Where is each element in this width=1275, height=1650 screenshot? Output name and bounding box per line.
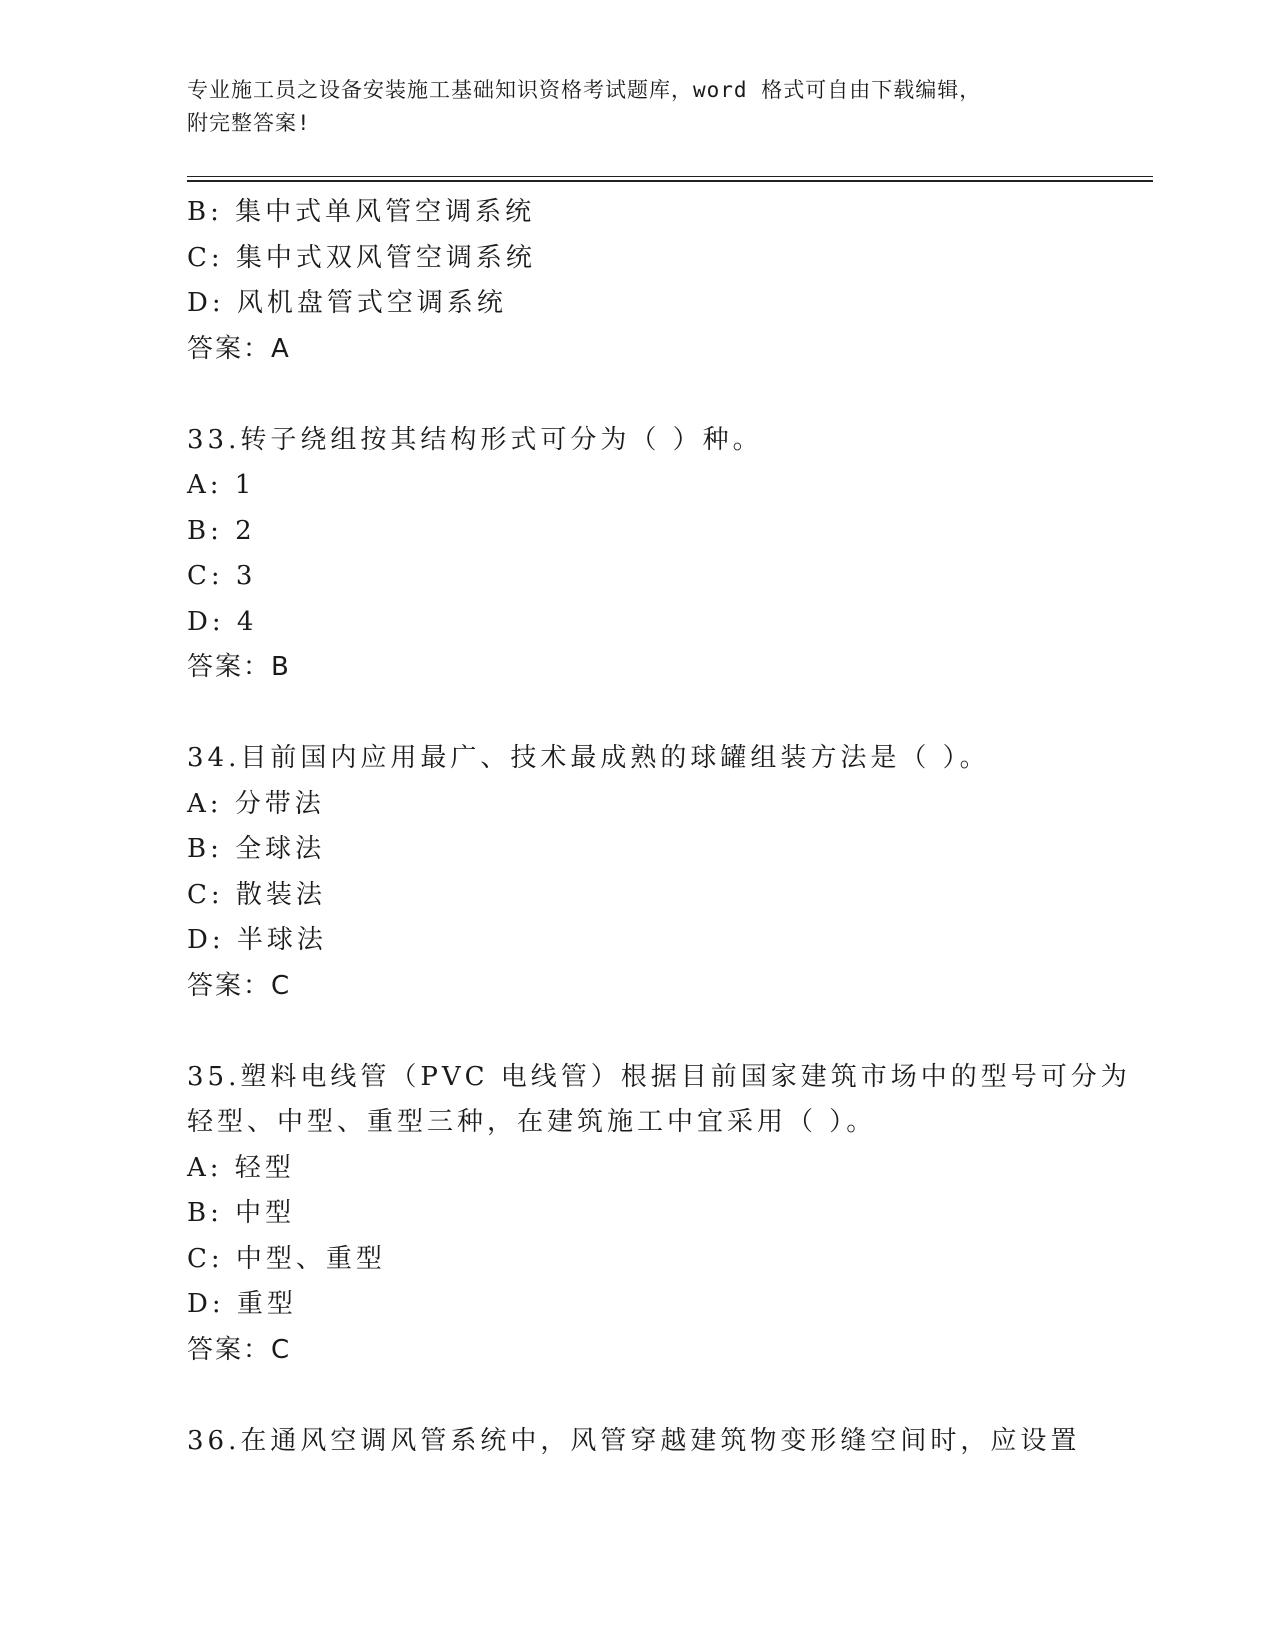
question-list bbox=[187, 190, 1131, 1464]
question-stem: 33.转子绕组按其结构形式可分为（ ）种。 bbox=[187, 424, 763, 455]
spacer bbox=[187, 1009, 1087, 1055]
option-d: D: 重型 bbox=[187, 1289, 297, 1319]
question-34 bbox=[187, 736, 1087, 1009]
question-35 bbox=[187, 1055, 1131, 1374]
spacer bbox=[187, 372, 1087, 418]
question-stem: 35.塑料电线管（PVC 电线管）根据目前国家建筑市场中的型号可分为 bbox=[187, 1061, 1131, 1092]
option-a: A: 1 bbox=[187, 470, 256, 500]
header-divider-thin bbox=[187, 176, 1153, 177]
option-b: B: 集中式单风管空调系统 bbox=[187, 197, 536, 227]
option-a: A: 分带法 bbox=[187, 788, 325, 819]
answer-line: 答案：B bbox=[187, 652, 291, 682]
option-b: B: 中型 bbox=[187, 1198, 296, 1228]
option-d: D: 4 bbox=[187, 606, 258, 637]
answer-line: 答案：A bbox=[187, 333, 291, 364]
spacer bbox=[187, 691, 1087, 737]
option-d: D: 风机盘管式空调系统 bbox=[187, 288, 507, 318]
spacer bbox=[187, 1373, 1087, 1419]
option-b: B: 2 bbox=[187, 515, 256, 546]
option-b: B: 全球法 bbox=[187, 834, 326, 864]
option-d: D: 半球法 bbox=[187, 925, 327, 955]
question-36 bbox=[187, 1419, 1087, 1465]
question-stem: 36.在通风空调风管系统中，风管穿越建筑物变形缝空间时，应设置 bbox=[187, 1425, 1081, 1456]
option-c: C: 中型、重型 bbox=[187, 1243, 386, 1274]
question-stem-cont: 轻型、中型、重型三种，在建筑施工中宜采用（ ）。 bbox=[187, 1107, 877, 1137]
header-line-2: 附完整答案! bbox=[187, 111, 311, 135]
question-stem: 34.目前国内应用最广、技术最成熟的球罐组装方法是（ ）。 bbox=[187, 743, 990, 773]
option-c: C: 3 bbox=[187, 561, 257, 591]
option-c: C: 集中式双风管空调系统 bbox=[187, 242, 536, 273]
header-line-1: 专业施工员之设备安装施工基础知识资格考试题库，word 格式可自由下载编辑， bbox=[187, 78, 982, 102]
answer-line: 答案：C bbox=[187, 1334, 292, 1365]
option-c: C: 散装法 bbox=[187, 879, 326, 910]
option-a: A: 轻型 bbox=[187, 1152, 295, 1183]
header-divider-thick bbox=[187, 180, 1153, 182]
document-header bbox=[187, 74, 1067, 140]
question-32-continued bbox=[187, 190, 1087, 372]
question-33 bbox=[187, 418, 1087, 691]
answer-line: 答案：C bbox=[187, 970, 292, 1001]
